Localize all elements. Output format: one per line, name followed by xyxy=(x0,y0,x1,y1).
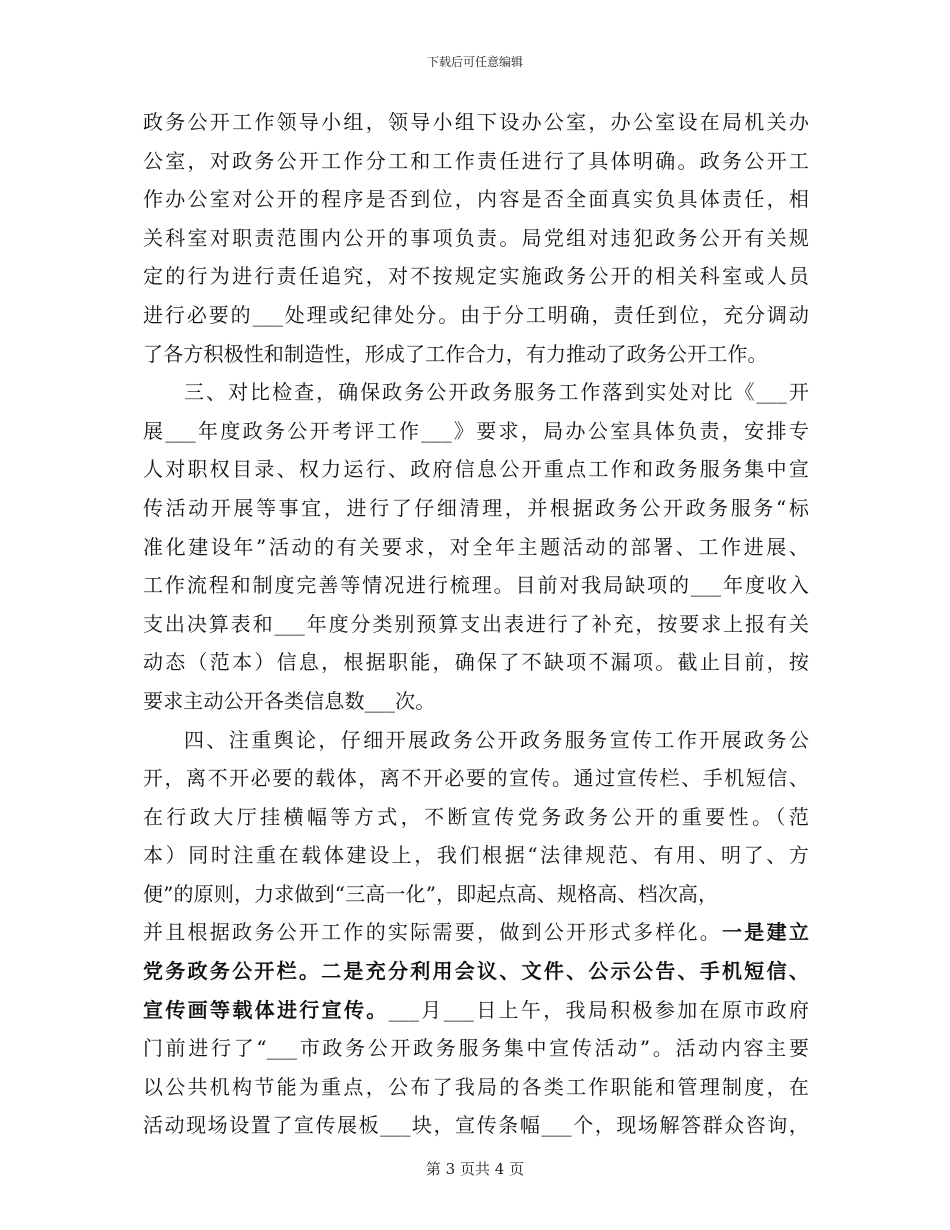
text-line: 关科室对职责范围内公开的事项负责。局党组对违犯政务公开有关规 xyxy=(143,225,809,250)
text-line: 工作流程和制度完善等情况进行梳理。目前对我局缺项的___年度收入 xyxy=(143,573,809,598)
text-line: 在行政大厅挂横幅等方式，不断宣传党务政务公开的重要性。（范 xyxy=(143,804,809,829)
document-body xyxy=(143,103,809,1145)
text-bold: 一是建立 xyxy=(722,920,809,945)
text-line: 作办公室对公开的程序是否到位，内容是否全面真实负具体责任，相 xyxy=(143,187,809,212)
text-line: 动态（范本）信息，根据职能，确保了不缺项不漏项。截止目前，按 xyxy=(143,650,809,675)
text-line: 政务公开工作领导小组，领导小组下设办公室，办公室设在局机关办 xyxy=(143,110,809,134)
text-bold: 宣传画等载体进行宣传。 xyxy=(143,997,389,1022)
page-footer: 第 3 页共 4 页 xyxy=(425,1160,525,1178)
text-line: 开，离不开必要的载体，离不开必要的宣传。通过宣传栏、手机短信、 xyxy=(143,766,809,791)
text-line: 本）同时注重在载体建设上，我们根据“法律规范、有用、明了、方 xyxy=(143,843,809,868)
paragraph-lines xyxy=(143,103,809,913)
text-line: 要求主动公开各类信息数___次。 xyxy=(143,688,436,713)
text-line: 公室，对政务公开工作分工和工作责任进行了具体明确。政务公开工 xyxy=(143,148,809,173)
text-line-bold: 党务政务公开栏。二是充分利用会议、文件、公示公告、手机短信、 xyxy=(143,959,809,984)
text-line: 进行必要的___处理或纪律处分。由于分工明确，责任到位，充分调动 xyxy=(143,302,809,327)
text-line: 活动现场设置了宣传展板___块，宣传条幅___个，现场解答群众咨询， xyxy=(143,1113,809,1138)
text-line: 了各方积极性和制造性，形成了工作合力，有力推动了政务公开工作。 xyxy=(143,341,768,366)
text-line: 便”的原则，力求做到“三高一化”，即起点高、规格高、档次高， xyxy=(143,881,719,906)
text-line: 定的行为进行责任追究，对不按规定实施政务公开的相关科室或人员 xyxy=(143,264,809,289)
text-line: 传活动开展等事宜，进行了仔细清理，并根据政务公开政务服务“标 xyxy=(143,495,809,520)
text-line: 门前进行了“___市政务公开政务服务集中宣传活动”。活动内容主要 xyxy=(143,1036,809,1061)
text-line: 人对职权目录、权力运行、政府信息公开重点工作和政务服务集中宣 xyxy=(143,457,809,482)
text-normal: 并且根据政务公开工作的实际需要，做到公开形式多样化。 xyxy=(143,920,723,945)
text-line: 展___年度政务公开考评工作___》要求，局办公室具体负责，安排专 xyxy=(143,418,809,443)
text-line-mixed-2 xyxy=(143,991,809,1030)
text-line-mixed xyxy=(143,913,809,952)
text-line: 准化建设年”活动的有关要求，对全年主题活动的部署、工作进展、 xyxy=(143,534,809,559)
text-line: 支出决算表和___年度分类别预算支出表进行了补充，按要求上报有关 xyxy=(143,611,809,636)
text-normal: ___月___日上午，我局积极参加在原市政府 xyxy=(388,997,809,1022)
text-line: 四、注重舆论，仔细开展政务公开政务服务宣传工作开展政务公 xyxy=(184,727,809,752)
page-header: 下载后可任意编辑 xyxy=(426,55,523,69)
text-line: 以公共机构节能为重点，公布了我局的各类工作职能和管理制度，在 xyxy=(143,1074,809,1099)
text-line: 三、对比检查，确保政务公开政务服务工作落到实处对比《___开 xyxy=(184,380,809,405)
